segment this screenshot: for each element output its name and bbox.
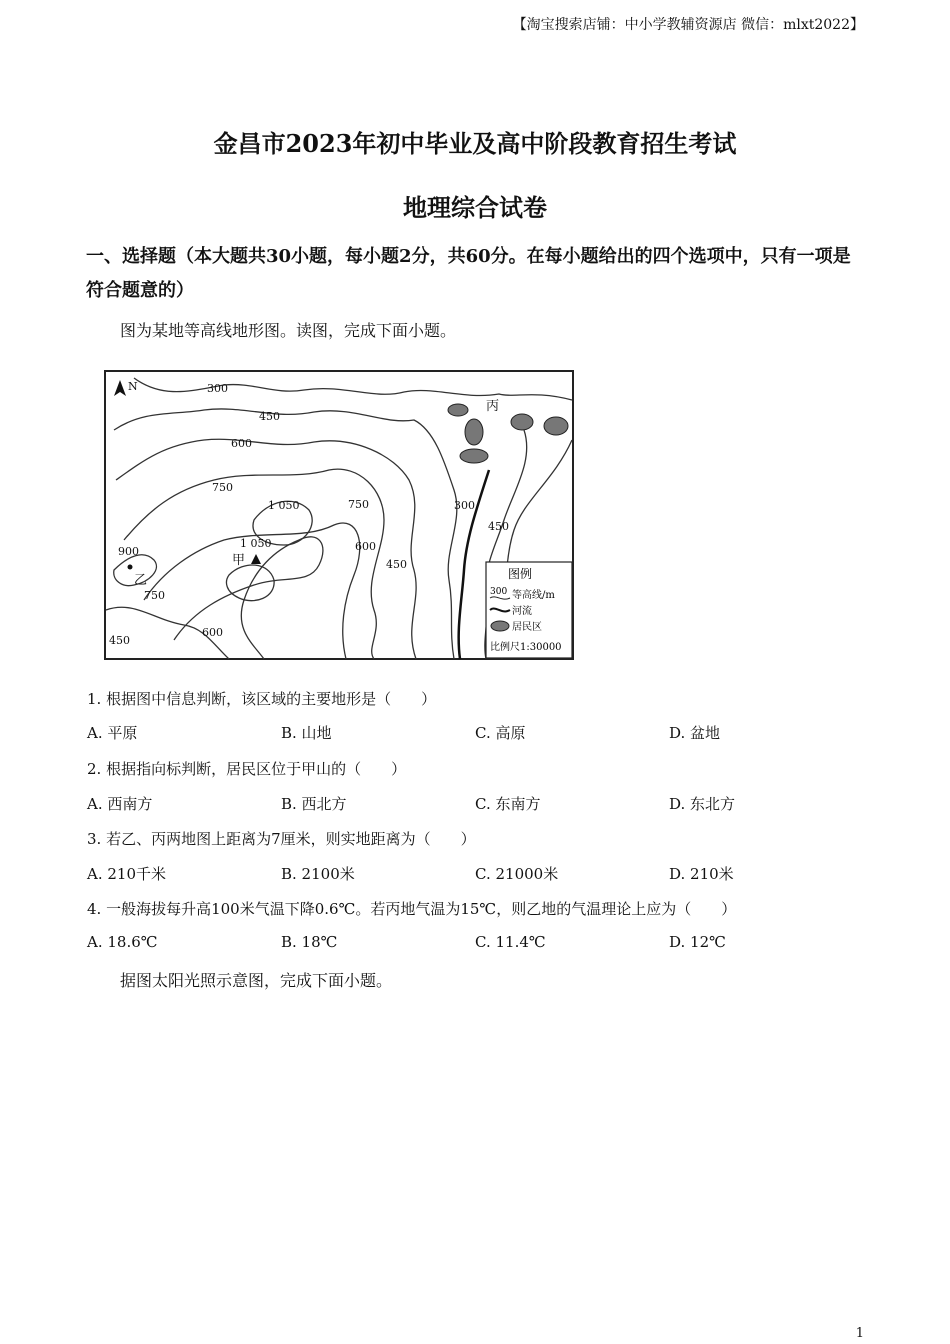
contour-label: 1 050 — [240, 537, 272, 550]
map-scale: 比例尺1:30000 — [490, 642, 562, 653]
contour-label: 600 — [231, 437, 252, 450]
place-bing: 丙 — [486, 399, 500, 414]
contour-map — [104, 370, 574, 660]
option-c: C. 21000米 — [475, 865, 559, 883]
contour-label: 750 — [144, 589, 165, 602]
contour-label: 450 — [488, 520, 509, 533]
page-number: 1 — [855, 1326, 864, 1341]
question-3: 3. 若乙、丙两地图上距离为7厘米，则实地距离为（ ） — [87, 830, 476, 848]
section-heading: 一、选择题（本大题共30小题，每小题2分，共60分。在每小题给出的四个选项中，只有一项是符合题意的） — [86, 246, 851, 301]
option-a: A. 平原 — [87, 724, 138, 742]
option-c: C. 11.4℃ — [475, 933, 546, 951]
exam-title: 金昌市2023年初中毕业及高中阶段教育招生考试 — [213, 129, 737, 158]
legend-title: 图例 — [508, 567, 533, 581]
contour-label: 450 — [386, 558, 407, 571]
contour-label: 600 — [202, 626, 223, 639]
question-1: 1. 根据图中信息判断，该区域的主要地形是（ ） — [87, 690, 437, 708]
question-2-options — [87, 793, 887, 813]
contour-label: 450 — [259, 410, 280, 423]
option-a: A. 18.6℃ — [87, 933, 158, 951]
question-4-options — [87, 933, 887, 953]
header-note: 【淘宝搜索店铺：中小学教辅资源店 微信：mlxt2022】 — [512, 17, 864, 33]
option-b: B. 2100米 — [281, 865, 355, 883]
contour-label: 600 — [355, 540, 376, 553]
contour-label: 300 — [207, 382, 228, 395]
contour-label: 450 — [109, 634, 130, 647]
place-yi: 乙 — [134, 573, 148, 588]
option-c: C. 东南方 — [475, 795, 541, 813]
place-jia: 甲 — [232, 553, 246, 568]
contour-label: 750 — [348, 498, 369, 511]
contour-label: 900 — [118, 545, 139, 558]
option-d: D. 盆地 — [669, 724, 721, 742]
legend-residential: 居民区 — [512, 622, 542, 633]
option-b: B. 山地 — [281, 724, 332, 742]
contour-label: 300 — [454, 499, 475, 512]
legend-river: 河流 — [512, 606, 532, 617]
contour-label: 750 — [212, 481, 233, 494]
north-arrow-label: N — [128, 380, 138, 393]
question-4: 4. 一般海拔每升高100米气温下降0.6℃。若丙地气温为15℃，则乙地的气温理论上应为（ ） — [87, 900, 737, 918]
question-1-options — [87, 722, 887, 742]
option-d: D. 东北方 — [669, 795, 736, 813]
option-d: D. 210米 — [669, 865, 734, 883]
option-a: A. 西南方 — [87, 795, 153, 813]
legend-contour: 等高线/m — [512, 590, 555, 601]
option-d: D. 12℃ — [669, 933, 726, 951]
option-b: B. 18℃ — [281, 933, 338, 951]
option-b: B. 西北方 — [281, 795, 347, 813]
question-3-options — [87, 863, 887, 883]
contour-label: 1 050 — [268, 499, 300, 512]
intro-contour-map: 图为某地等高线地形图。读图，完成下面小题。 — [120, 321, 457, 340]
map-legend — [486, 562, 572, 658]
option-c: C. 高原 — [475, 724, 526, 742]
option-a: A. 210千米 — [87, 865, 166, 883]
legend-contour-value: 300 — [490, 587, 508, 597]
exam-subtitle: 地理综合试卷 — [403, 193, 547, 222]
question-2: 2. 根据指向标判断，居民区位于甲山的（ ） — [87, 760, 407, 778]
intro-sunlight-diagram: 据图太阳光照示意图，完成下面小题。 — [120, 971, 393, 990]
